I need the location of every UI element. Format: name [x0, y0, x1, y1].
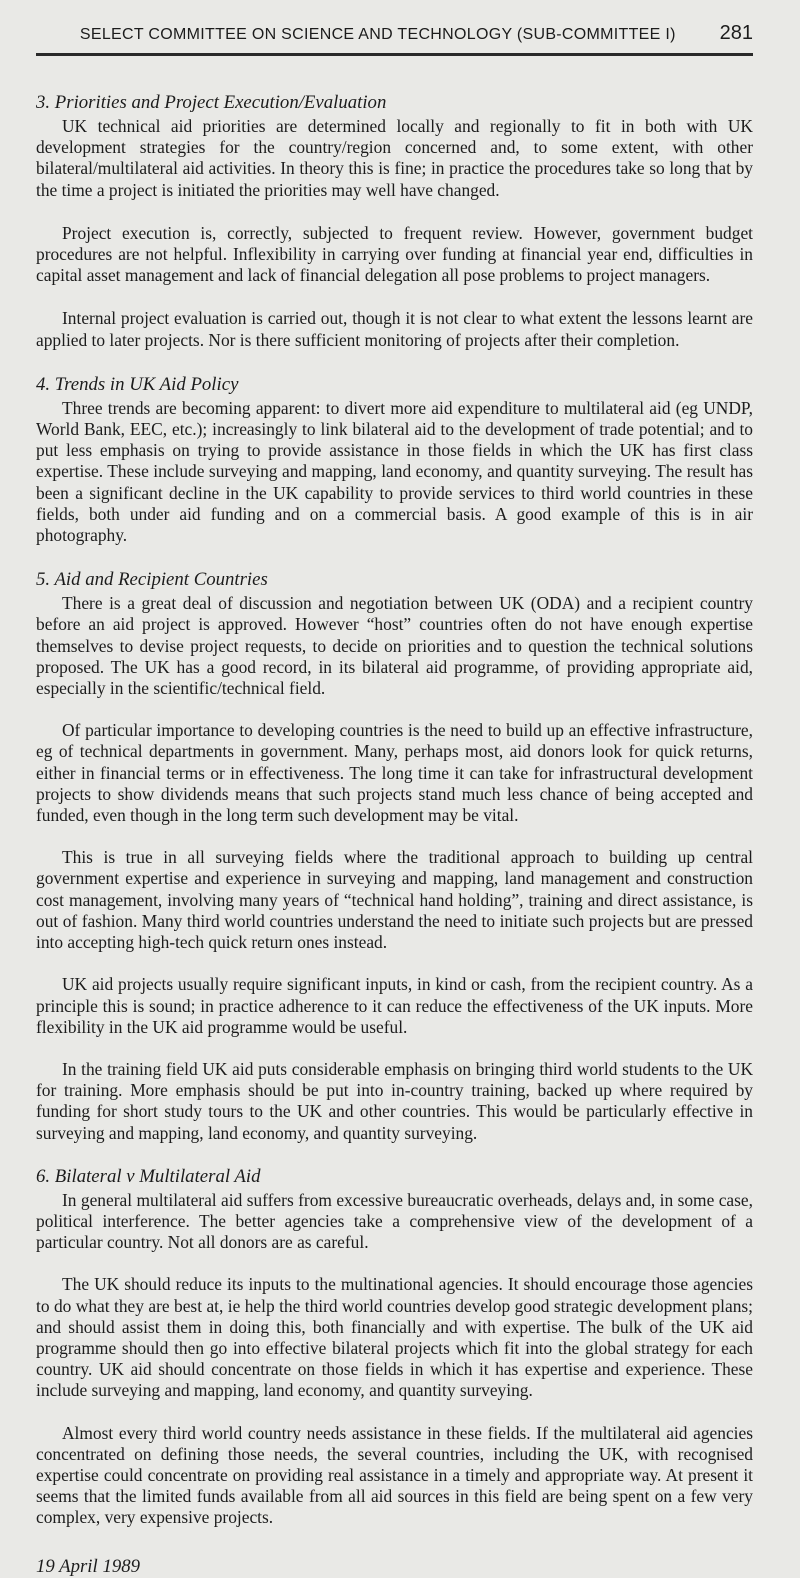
- document-date: 19 April 1989: [36, 1555, 141, 1577]
- paragraph: Project execution is, correctly, subjected to frequent review. However, government budget procedures are not helpful. Inflexibility in carrying over funding at financial year end, difficulties in capital asset management and lack of financial delegation all pose problems to project managers.: [36, 222, 753, 286]
- page-number: 281: [719, 22, 753, 44]
- paragraph: UK technical aid priorities are determined locally and regionally to fit in both with UK development strategies for the country/region concerned and, to some extent, with other bilateral/multilateral aid activities. In theory this is fine; in practice the procedures take so long that by the time a project is initiated the priorities may well have changed.: [36, 116, 753, 200]
- running-head: [36, 22, 753, 46]
- paragraph: This is true in all surveying fields where the traditional approach to building up central government expertise and experience in surveying and mapping, land management and construction cost management, involving many years of “technical hand holding”, training and direct assistance, is out of fashion. Many third world countries understand the need to initiate such projects but are pressed into accepting high-tech quick return ones instead.: [36, 847, 753, 953]
- section-heading: 4. Trends in UK Aid Policy: [36, 373, 239, 395]
- paragraph: UK aid projects usually require significant inputs, in kind or cash, from the recipient country. As a principle this is sound; in practice adherence to it can reduce the effectiveness of the UK inputs. More flexibility in the UK aid programme would be useful.: [36, 974, 753, 1037]
- paragraph: Internal project evaluation is carried out, though it is not clear to what extent the lessons learnt are applied to later projects. Nor is there sufficient monitoring of projects after their completion.: [36, 308, 753, 350]
- header-rule: [36, 53, 753, 56]
- paragraph: Of particular importance to developing countries is the need to build up an effective infrastructure, eg of technical departments in government. Many, perhaps most, aid donors look for quick returns, either in financial terms or in effectiveness. The long time it can take for infrastructural development projects to show dividends means that such projects stand much less chance of being accepted and funded, even though in the long term such development may be vital.: [36, 720, 753, 826]
- running-title: SELECT COMMITTEE ON SCIENCE AND TECHNOLOGY (SUB-COMMITTEE I): [79, 26, 676, 43]
- paragraph: Three trends are becoming apparent: to divert more aid expenditure to multilateral aid (eg UNDP, World Bank, EEC, etc.); increasingly to link bilateral aid to the development of trade potential; and to put less emphasis on trying to provide assistance in those fields in which the UK has first class expertise. These include surveying and mapping, land economy, and quantity surveying. The result has been a significant decline in the UK capability to provide services to third world countries in these fields, both under aid funding and on a commercial basis. A good example of this is in air photography.: [36, 397, 753, 546]
- paragraph: There is a great deal of discussion and negotiation between UK (ODA) and a recipient country before an aid project is approved. However “host” countries often do not have enough expertise themselves to devise project requests, to decide on priorities and to question the technical solutions proposed. The UK has a good record, in its bilateral aid programme, of providing appropriate aid, especially in the scientific/technical field.: [36, 593, 753, 699]
- paragraph: In the training field UK aid puts considerable emphasis on bringing third world students to the UK for training. More emphasis should be put into in-country training, backed up where required by funding for short study tours to the UK and other countries. This would be particularly effective in surveying and mapping, land economy, and quantity surveying.: [36, 1058, 753, 1143]
- document-body: [36, 91, 753, 1578]
- section-heading: 5. Aid and Recipient Countries: [36, 569, 268, 591]
- paragraph: The UK should reduce its inputs to the multinational agencies. It should encourage those agencies to do what they are best at, ie help the third world countries develop good strategic development plans; and should assist them in doing this, both financially and with expertise. The bulk of the UK aid programme should then go into effective bilateral projects which fit into the global strategy for each country. UK aid should concentrate on those fields in which it has expertise and experience. These include surveying and mapping, land economy, and quantity surveying.: [36, 1274, 753, 1401]
- section-heading: 3. Priorities and Project Execution/Evaluation: [36, 92, 387, 113]
- section-heading: 6. Bilateral v Multilateral Aid: [36, 1165, 261, 1187]
- paragraph: Almost every third world country needs assistance in these fields. If the multilateral aid agencies concentrated on defining those needs, the several countries, including the UK, with recognised expertise could concentrate on providing real assistance in a timely and appropriate way. At present it seems that the limited funds available from all aid sources in this field are being spent on a few very complex, very expensive projects.: [36, 1422, 753, 1528]
- paragraph: In general multilateral aid suffers from excessive bureaucratic overheads, delays and, in some case, political interference. The better agencies take a comprehensive view of the development of a particular country. Not all donors are as careful.: [36, 1189, 753, 1253]
